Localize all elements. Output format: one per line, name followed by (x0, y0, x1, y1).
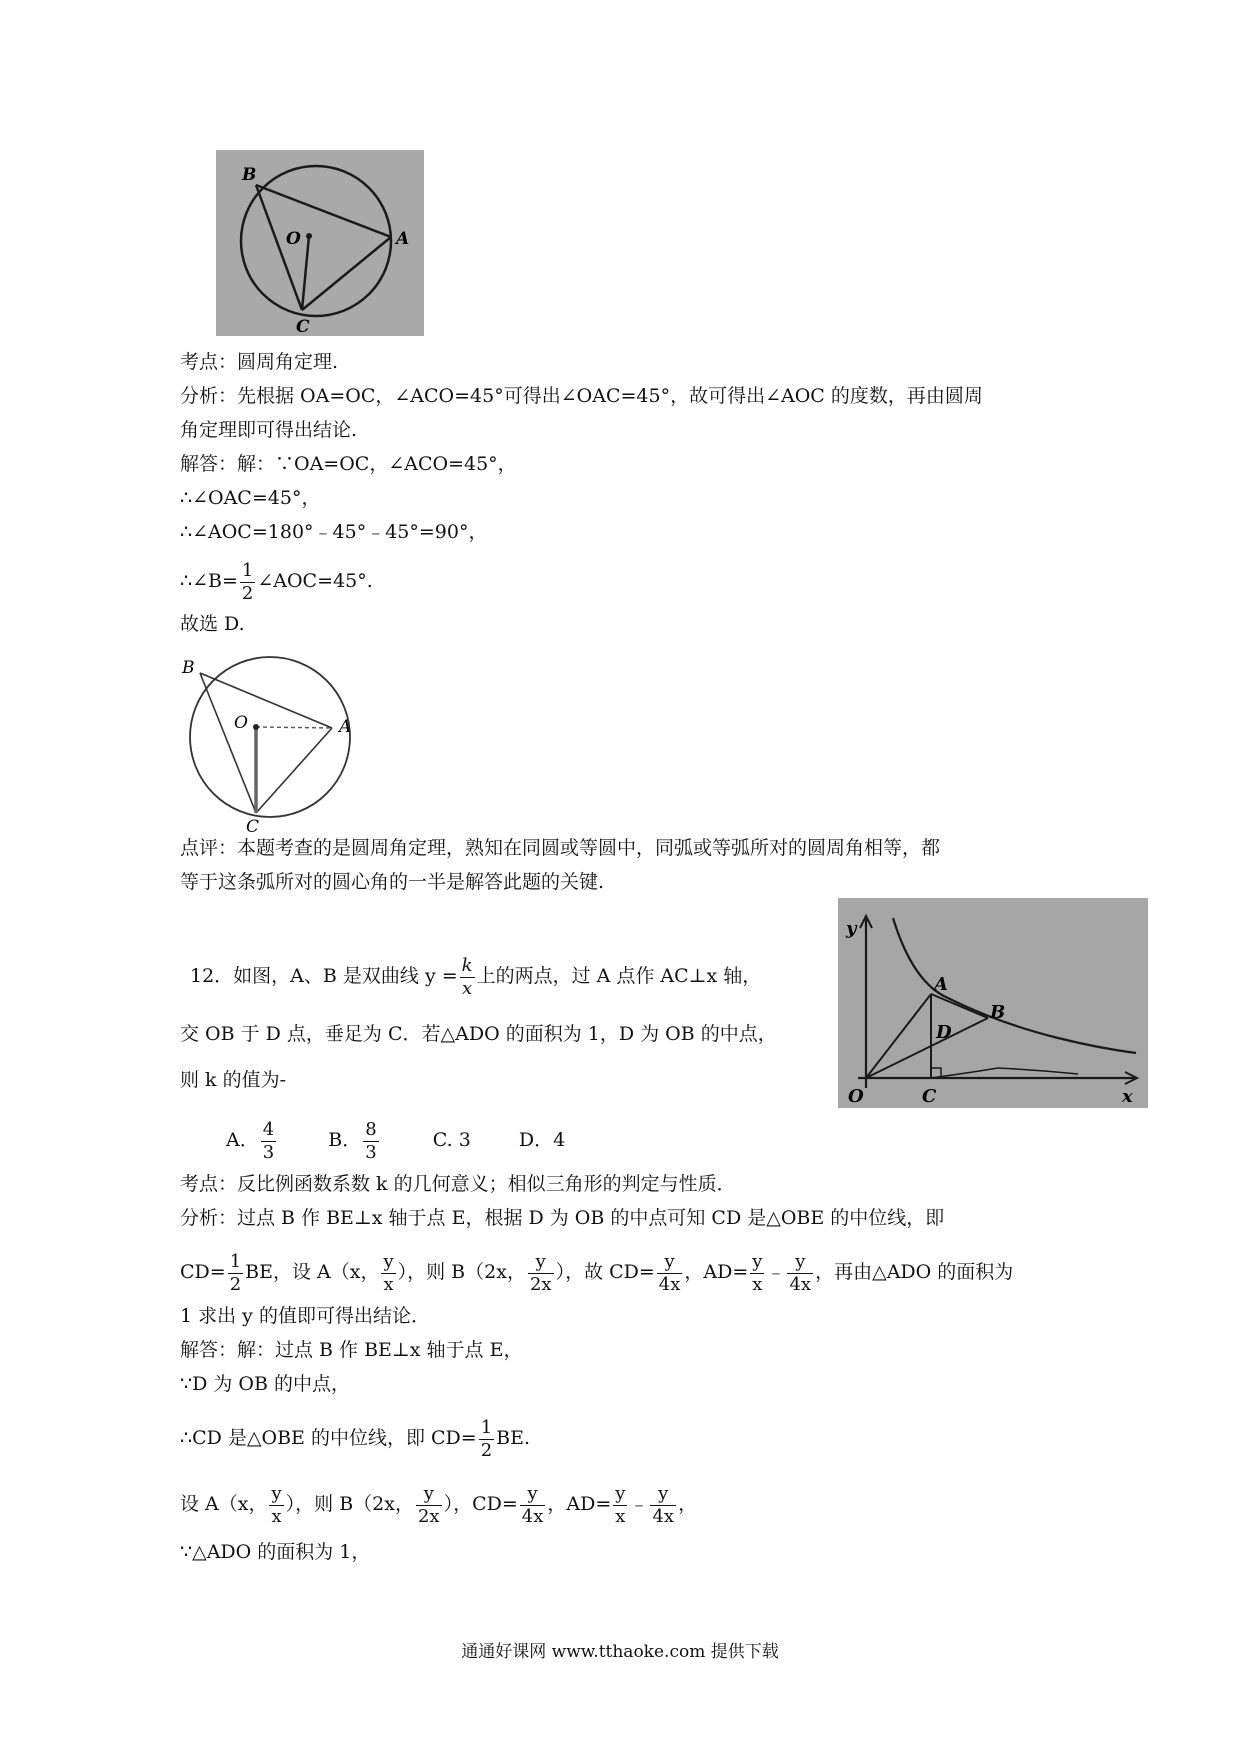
q11-step1: ∴∠OAC=45°， (180, 487, 321, 509)
q12-kaodian: 考点：反比例函数系数 k 的几何意义；相似三角形的判定与性质． (180, 1173, 736, 1195)
q12-stem-line1 (190, 948, 761, 1004)
q11-fenxi-line2: 角定理即可得出结论. (180, 419, 358, 441)
q12-step3: 设 A（x， $\frac{y}{x}$ ），则 B（2x， $\frac{y}{2x}$ ），CD= $\frac{y}{4x}$ ，AD= $\frac{y}{x}$ ﹣ $\frac{y}{4x}$ ， (180, 1482, 698, 1527)
fraction-y-over-2x: $\frac{y}{2x}$ (529, 1250, 552, 1295)
q11-step2: ∴∠AOC=180°﹣45°﹣45°=90°， (180, 521, 488, 543)
q11-step3-pre: ∴∠B= (180, 570, 238, 592)
fraction-y-over-x: $\frac{y}{x}$ (271, 1482, 282, 1527)
q12-stem1-pre: 12．如图，A、B 是双曲线 y = (190, 965, 458, 987)
option-c: C. 3 (432, 1129, 471, 1151)
q12-fenxi-line1: 分析：过点 B 作 BE⊥x 轴于点 E，根据 D 为 OB 的中点可知 CD 是△OBE 的中位线，即 (180, 1207, 945, 1229)
figure-hyperbola-photo (838, 898, 1148, 1108)
option-b-label: B． (328, 1129, 362, 1151)
fraction-half: $\frac{1}{2}$ (229, 1250, 242, 1295)
fraction-y-over-x: $\frac{y}{x}$ (383, 1250, 394, 1295)
circle-diagram-1 (216, 150, 424, 336)
fraction-half: $\frac{1}{2}$ (480, 1416, 493, 1461)
figure-circle-diagram (172, 648, 372, 834)
fraction-y-over-4x: $\frac{y}{4x}$ (521, 1482, 544, 1527)
fig1-label-B: B (242, 165, 257, 185)
q12-step1: ∵D 为 OB 的中点， (180, 1373, 350, 1395)
fig2-label-O: O (234, 713, 248, 733)
option-a-fraction: $\frac{4}{3}$ (262, 1118, 275, 1163)
fraction-y-over-4x: $\frac{y}{4x}$ (789, 1250, 812, 1295)
q11-dianping-line1: 点评：本题考查的是圆周角定理，熟知在同圆或等圆中，同弧或等弧所对的圆周角相等，都 (180, 837, 941, 859)
fig3-label-A: A (934, 974, 948, 995)
fig3-label-O: O (848, 1086, 864, 1107)
q12-step2: ∴CD 是△OBE 的中位线，即 CD= $\frac{1}{2}$ BE. (180, 1416, 531, 1461)
q11-dianping-line2: 等于这条弧所对的圆心角的一半是解答此题的关键. (180, 871, 605, 893)
q11-step3 (180, 557, 373, 605)
fig1-label-O: O (286, 229, 301, 249)
fig2-label-A: A (339, 717, 352, 737)
q12-options (226, 1112, 565, 1168)
option-a-label: A． (226, 1129, 259, 1151)
fig3-label-C: C (922, 1086, 937, 1107)
option-d: D．4 (518, 1129, 566, 1151)
fraction-k-over-x: $\frac{k}{x}$ (461, 954, 473, 999)
fraction-y-over-4x: $\frac{y}{4x}$ (658, 1250, 681, 1295)
q11-choice: 故选 D. (180, 613, 245, 635)
page-footer: 通通好课网 www.tthaoke.com 提供下载 (461, 1642, 779, 1662)
q12-fenxi-line3: 1 求出 y 的值即可得出结论． (180, 1305, 430, 1327)
hyperbola-diagram (838, 898, 1148, 1108)
fig2-label-C: C (246, 817, 260, 834)
fraction-y-over-4x: $\frac{y}{4x}$ (652, 1482, 675, 1527)
fig3-label-y: y (846, 918, 857, 939)
q11-jieda: 解答：解：∵OA=OC，∠ACO=45°， (180, 453, 517, 475)
q11-step3-post: ∠AOC=45°. (257, 570, 373, 592)
fig3-label-B: B (990, 1002, 1006, 1023)
q12-stem-line2: 交 OB 于 D 点，垂足为 C．若△ADO 的面积为 1，D 为 OB 的中点， (180, 1023, 777, 1045)
circle-diagram-2 (172, 648, 372, 834)
fig3-label-x: x (1122, 1086, 1133, 1107)
q11-fenxi-line1: 分析：先根据 OA=OC，∠ACO=45°可得出∠OAC=45°，故可得出∠AOC 的度数，再由圆周 (180, 385, 983, 407)
q11-kaodian: 考点：圆周角定理. (180, 351, 339, 373)
fig2-label-B: B (182, 658, 195, 678)
fig1-label-C: C (296, 317, 310, 336)
fraction-y-over-x: $\frac{y}{x}$ (752, 1250, 763, 1295)
fig1-label-A: A (396, 229, 410, 249)
q12-fenxi-line2: CD= $\frac{1}{2}$ BE，设 A（x， $\frac{y}{x}$ ），则 B（2x， $\frac{y}{2x}$ ），故 CD= $\frac{y}{4x}$ ，AD= $\frac{y}{x}$ ﹣ $\frac{y}{4x}$ ，再由△ADO 的面积为 (180, 1250, 1014, 1295)
q12-stem-line3: 则 k 的值为- (180, 1069, 287, 1091)
q12-step4: ∵△ADO 的面积为 1， (180, 1541, 371, 1563)
fraction-y-over-2x: $\frac{y}{2x}$ (417, 1482, 440, 1527)
q12-stem1-post: 上的两点，过 A 点作 AC⊥x 轴， (476, 965, 762, 987)
fraction-half: $\frac{1}{2}$ (241, 559, 254, 604)
fig3-label-D: D (936, 1022, 952, 1043)
option-b-fraction: $\frac{8}{3}$ (365, 1118, 377, 1163)
figure-circle-photo (216, 150, 424, 336)
fraction-y-over-x: $\frac{y}{x}$ (615, 1482, 626, 1527)
q12-jieda: 解答：解：过点 B 作 BE⊥x 轴于点 E， (180, 1339, 523, 1361)
